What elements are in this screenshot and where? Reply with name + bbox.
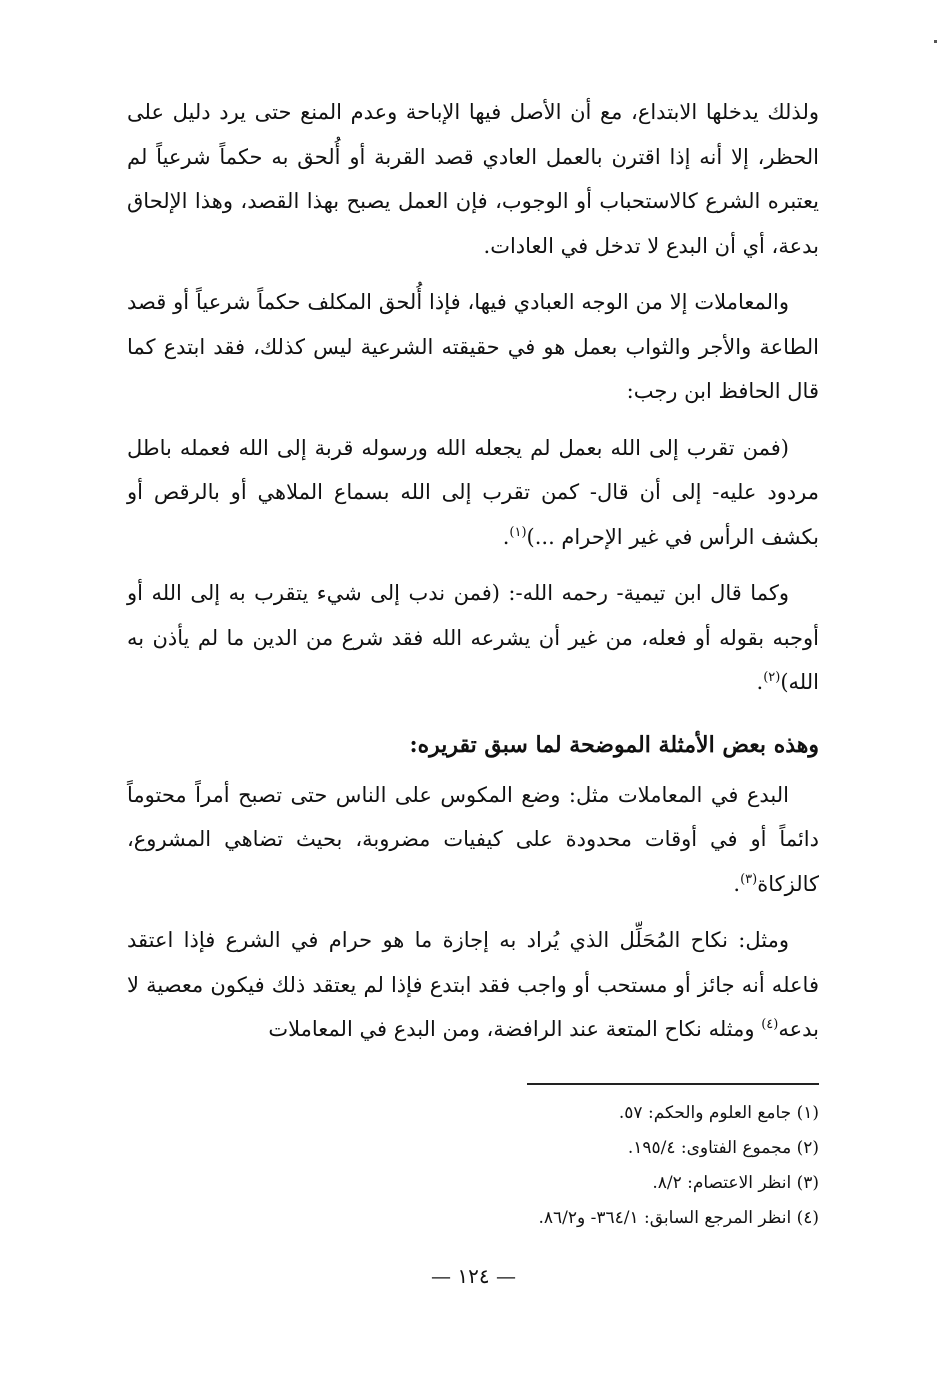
page-number [0,1264,947,1288]
paragraph-6-end: ومثله نكاح المتعة عند الرافضة، ومن البدع في المعاملات [268,1017,762,1041]
footnote-separator [527,1083,819,1085]
paragraph-2-text: والمعاملات إلا من الوجه العبادي فيها، فإذا أُلحق المكلف حكماً شرعياً أو قصد الطاعة والأجر والثواب بعمل هو في حقيقته الشرعية ليس كذلك، فقد ابتدع كما قال الحافظ ابن رجب: [127,290,819,403]
page-number-value: ١٢٤ [457,1264,490,1288]
paragraph-1 [127,90,819,268]
paragraph-4-text: وكما قال ابن تيمية- رحمه الله-: (فمن ندب إلى شيء يتقرب به إلى الله أو أوجبه بقوله أو فعله، من غير أن يشرعه الله فقد شرع من الدين ما لم يأذن به الله) [127,581,819,694]
footnote-4: (٤) انظر المرجع السابق: ٣٦٤/١- و٨٦/٢. [538,1208,819,1228]
footnotes [127,1096,819,1236]
paragraph-6 [127,918,819,1052]
page-number-dash-left: — [431,1264,452,1288]
footnote-ref-1: (١) [509,524,527,540]
paragraph-2 [127,280,819,414]
footnote-ref-2: (٢) [763,670,781,685]
paragraph-6-text: ومثل: نكاح المُحَلِّل الذي يُراد به إجازة ما هو حرام في الشرع فإذا اعتقد فاعله أنه جائز أو مستحب أو واجب فقد ابتدع فإذا لم يعتقد ذلك فيكون معصية لا بدعه [127,928,819,1041]
page-body [127,90,819,1064]
paragraph-1-text: ولذلك يدخلها الابتداع، مع أن الأصل فيها الإباحة وعدم المنع حتى يرد دليل على الحظر، إلا أنه إذا اقترن بالعمل العادي قصد القربة أو أُلحق به حكماً شرعياً لم يعتبره الشرع كالاستحباب أو الوجوب، فإن العمل يصبح بهذا القصد، وهذا الإلحاق بدعة، أي أن البدع لا تدخل في العادات. [127,100,819,258]
paragraph-3-end: . [502,524,510,549]
paragraph-3-quote-ibn-rajab [127,426,819,560]
footnote-3: (٣) انظر الاعتصام: ٨/٢. [652,1173,819,1193]
footnote-ref-4: (٤) [761,1017,779,1032]
paragraph-5-end: . [733,871,741,896]
footnote-1: (١) جامع العلوم والحكم: ٥٧. [618,1103,819,1123]
footnote-2: (٢) مجموع الفتاوى: ١٩٥/٤. [627,1138,819,1158]
paragraph-4-quote-ibn-taymiyya [127,571,819,705]
paragraph-5 [127,773,819,907]
paragraph-4-end: . [756,670,764,694]
paragraph-5-text: البدع في المعاملات مثل: وضع المكوس على الناس حتى تصبح أمراً محتوماً دائماً أو في أوقات محدودة على كيفيات مضروبة، بحيث تضاهي المشروع، كالزكاة [127,782,819,896]
paragraph-3-text: (فمن تقرب إلى الله بعمل لم يجعله الله ورسوله قربة إلى الله فعمله باطل مردود عليه- إلى أن قال- كمن تقرب إلى الله بسماع الملاهي أو بالرقص أو بكشف الرأس في غير الإحرام ...) [127,435,819,549]
scan-mark [934,40,937,43]
page-number-dash-right: — [495,1264,516,1288]
section-heading: وهذه بعض الأمثلة الموضحة لما سبق تقريره: [409,731,819,758]
footnote-ref-3: (٣) [740,871,758,887]
